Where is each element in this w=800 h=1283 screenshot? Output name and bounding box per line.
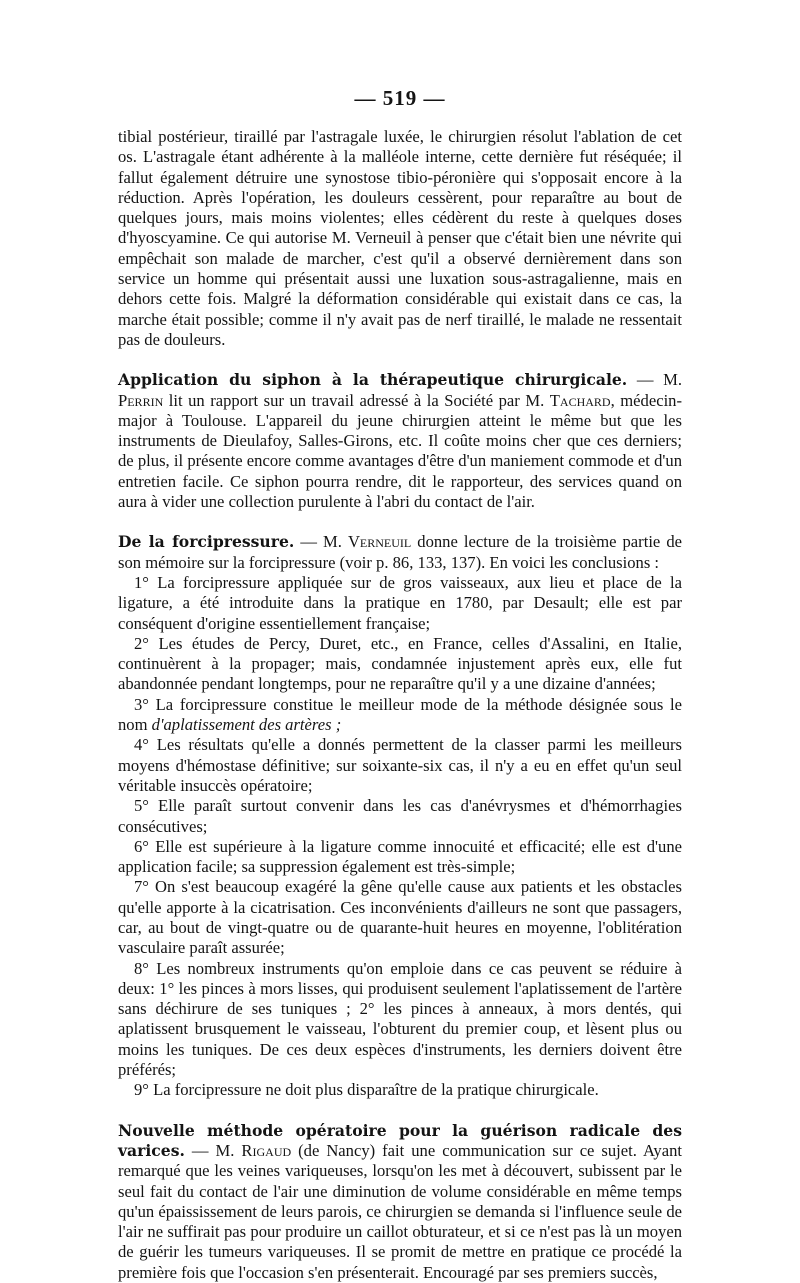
conclusion-item: 4° Les résultats qu'elle a donnés permettent de la classer parmi les meilleurs moyens d'hémostase définitive; sur soixante-six cas, il n'y a eu en effet qu'un seul véritable insuccès opératoire;: [118, 735, 682, 795]
conclusion-item: 8° Les nombreux instruments qu'on emploie dans ce cas peuvent se réduire à deux: 1° les pinces à mors lisses, qui produisent seulement l'aplatissement de l'artère sans déchirure de ses tuniques ; 2° les pinces à anneaux, à mors dentés, qui aplatissent brusquement le vaisseau, l'obturent du premier coup, et lèsent plus ou moins les tuniques. De ces deux espèces d'instruments, les derniers doivent être préférés;: [118, 958, 682, 1080]
conclusion-item-text: 3° La forcipressure constitue le meilleur mode de la méthode désignée sous le nom: [118, 694, 682, 735]
section-varices: [118, 1121, 682, 1283]
section-forcipressure-intro: [118, 532, 682, 573]
author-name: Tachard: [549, 390, 611, 410]
conclusion-item: 6° Elle est supérieure à la ligature comme innocuité et efficacité; elle est d'une application facile; sa suppression également est très-simple;: [118, 836, 682, 877]
conclusion-item: 9° La forcipressure ne doit plus disparaître de la pratique chirurgicale.: [134, 1080, 599, 1100]
body-text: donne lecture de la troisième partie de son mémoire sur la forcipressure (voir p. 86, 133, 137). En voici les conclusions :: [118, 532, 682, 572]
paragraph-continued: tibial postérieur, tiraillé par l'astragale luxée, le chirurgien résolut l'ablation de cet os. L'astragale étant adhérente à la malléole interne, cette dernière fut réséquée; il fallut également détruire une synostose tibio-péronière qui s'opposait encore à la réduction. Après l'opération, les douleurs cessèrent, pour reparaître au bout de quelques jours, mais moins violentes; elles cédèrent du reste à quelques doses d'hyoscyamine. Ce qui autorise M. Verneuil à penser que c'était bien une névrite qui empêchait son malade de marcher, c'est qu'il a observé dernièrement dans son service un homme qui présentait aussi une luxation sous-astragalienne, mais en dehors cette fois. Malgré la déformation considérable qui existait dans ce cas, la marche était possible; comme il n'y avait pas de nerf tiraillé, le malade ne ressentait pas de douleurs.: [118, 127, 682, 349]
page-number: — 519 —: [354, 86, 446, 110]
section-forcipressure-heading: De la forcipressure.: [118, 532, 295, 552]
body-text: , médecin-major à Toulouse. L'appareil du jeune chirurgien atteint le même but que les instruments de Dieulafoy, Salles-Girons, etc. Il coûte moins cher que ces derniers; de plus, il présente encore comme avantages d'être d'un maniement commode et d'un entretien facile. Ce siphon pourra rendre, dit le rapporteur, des services quand on aura à vider une collection purulente à l'abri du contact de l'air.: [118, 390, 683, 512]
dash: — M.: [627, 370, 683, 390]
author-name: Rigaud: [241, 1140, 292, 1160]
section-varices-heading: Nouvelle méthode opératoire pour la guérison radicale des varices.: [118, 1120, 682, 1160]
conclusion-item: 2° Les études de Percy, Duret, etc., en France, celles d'Assalini, en Italie, continuèrent à la propager; mais, condamnée injustement après eux, elle fut abandonnée pendant longtemps, pour ne reparaître qu'il y a une dizaine d'années;: [118, 633, 682, 694]
dash: — M.: [184, 1140, 242, 1160]
body-text: (de Nancy) fait une communication sur ce sujet. Ayant remarqué que les veines variqueuses, lorsqu'on les met à découvert, subissent par le seul fait du contact de l'air une diminution de volume considérable en même temps qu'un épaississement de leurs parois, ce chirurgien se demanda si l'influence seule de l'air ne suffirait pas pour produire un caillot obturateur, et si ce n'est pas là un moyen de guérir les tumeurs variqueuses. Il se promit de mettre en pratique ce procédé la première fois que l'occasion s'en présenterait. Encouragé par ses premiers succès,: [118, 1140, 683, 1282]
body-text: lit un rapport sur un travail adressé à la Société par M.: [163, 390, 550, 410]
conclusion-item: 1° La forcipressure appliquée sur de gros vaisseaux, aux lieu et place de la ligature, a été introduite dans la pratique en 1780, par Desault; elle est par conséquent d'origine essentiellement française;: [118, 572, 682, 633]
section-siphon: [118, 370, 682, 512]
conclusion-item: 5° Elle paraît surtout convenir dans les cas d'anévrysmes et d'hémorrhagies consécutives;: [118, 796, 682, 836]
page-body: [118, 127, 682, 1283]
conclusion-item: [118, 695, 682, 736]
section-varices-paragraph: [118, 1121, 682, 1283]
conclusion-item: 7° On s'est beaucoup exagéré la gêne qu'elle cause aux patients et les obstacles qu'elle apporte à la cicatrisation. Ces inconvénients d'ailleurs ne sont que passagers, car, au bout de vingt-quatre ou de quarante-huit heures en moyenne, l'oblitération vasculaire paraît assurée;: [118, 877, 682, 958]
dash: — M.: [294, 532, 348, 552]
author-name: Verneuil: [347, 532, 412, 552]
italic-term: d'aplatissement des artères ;: [151, 715, 342, 735]
author-name: Perrin: [118, 390, 164, 410]
section-siphon-paragraph: [118, 370, 682, 512]
section-siphon-heading: Application du siphon à la thérapeutique chirurgicale.: [118, 370, 628, 390]
section-forcipressure: [118, 532, 682, 1100]
